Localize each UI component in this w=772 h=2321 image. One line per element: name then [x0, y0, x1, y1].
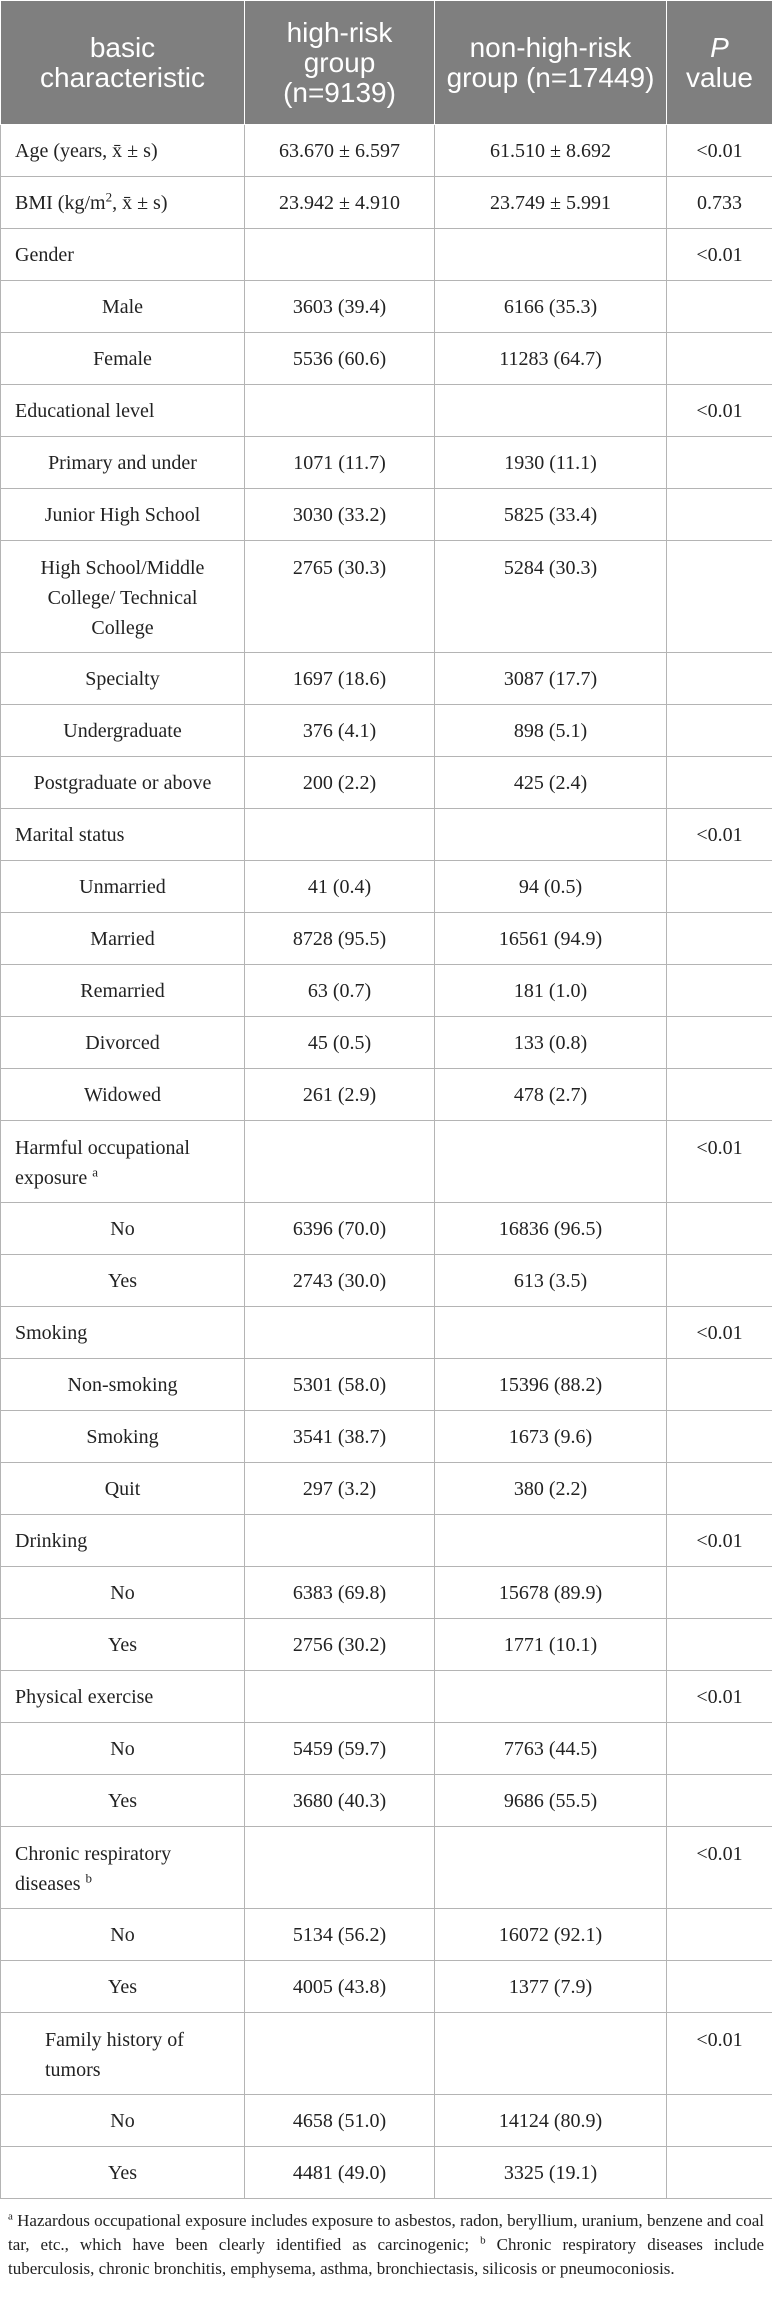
row-label: Age (years, x̄ ± s)	[1, 125, 245, 177]
high-risk-value: 41 (0.4)	[245, 861, 435, 913]
non-high-risk-value: 1673 (9.6)	[435, 1411, 667, 1463]
table-header-row	[1, 1, 772, 125]
table-row-unmarried	[1, 861, 772, 913]
table-row-male	[1, 281, 772, 333]
p-value	[667, 2095, 772, 2147]
high-risk-value	[245, 2013, 435, 2095]
high-risk-value	[245, 1671, 435, 1723]
p-value	[667, 653, 772, 705]
table-row-respiratory-no	[1, 1909, 772, 1961]
table-row-junior-high	[1, 489, 772, 541]
p-value	[667, 913, 772, 965]
row-label: Primary and under	[1, 437, 245, 489]
p-value: <0.01	[667, 1307, 772, 1359]
non-high-risk-value: 1930 (11.1)	[435, 437, 667, 489]
p-value: <0.01	[667, 229, 772, 281]
non-high-risk-value: 425 (2.4)	[435, 757, 667, 809]
footnote-a-marker: a	[92, 1164, 98, 1180]
high-risk-value: 3603 (39.4)	[245, 281, 435, 333]
row-label: Family history of tumors	[1, 2013, 245, 2095]
p-value	[667, 1723, 772, 1775]
high-risk-value: 63.670 ± 6.597	[245, 125, 435, 177]
row-label: Gender	[1, 229, 245, 281]
row-label: Yes	[1, 1775, 245, 1827]
non-high-risk-value: 23.749 ± 5.991	[435, 177, 667, 229]
non-high-risk-value: 16836 (96.5)	[435, 1203, 667, 1255]
high-risk-value	[245, 1307, 435, 1359]
table-row-postgraduate	[1, 757, 772, 809]
table-row-widowed	[1, 1069, 772, 1121]
footnote-b-marker: b	[85, 1870, 93, 1886]
row-label: Divorced	[1, 1017, 245, 1069]
non-high-risk-value: 94 (0.5)	[435, 861, 667, 913]
high-risk-value: 3030 (33.2)	[245, 489, 435, 541]
non-high-risk-value: 14124 (80.9)	[435, 2095, 667, 2147]
high-risk-value: 6383 (69.8)	[245, 1567, 435, 1619]
high-risk-value: 8728 (95.5)	[245, 913, 435, 965]
table-footnotes	[0, 2199, 772, 2281]
row-label	[1, 177, 245, 229]
high-risk-value: 5459 (59.7)	[245, 1723, 435, 1775]
footnote-b-text: Chronic respiratory diseases include tuberculosis, chronic bronchitis, emphysema, asthma, bronchiectasis, silicosis or pneumoconiosis.	[8, 2235, 764, 2278]
table-row-exercise-yes	[1, 1775, 772, 1827]
high-risk-value: 23.942 ± 4.910	[245, 177, 435, 229]
high-risk-value: 4481 (49.0)	[245, 2147, 435, 2199]
table-row-family-history	[1, 2013, 772, 2095]
table-row-family-no	[1, 2095, 772, 2147]
p-value	[667, 861, 772, 913]
table-row-occupational-exposure	[1, 1121, 772, 1203]
resp-label: Chronic respiratory diseases	[15, 1843, 172, 1895]
row-label: Specialty	[1, 653, 245, 705]
row-label: Drinking	[1, 1515, 245, 1567]
non-high-risk-value: 1771 (10.1)	[435, 1619, 667, 1671]
table-row-female	[1, 333, 772, 385]
p-value	[667, 1909, 772, 1961]
non-high-risk-value: 15678 (89.9)	[435, 1567, 667, 1619]
row-label: No	[1, 1567, 245, 1619]
row-label: High School/Middle College/ Technical College	[1, 541, 245, 653]
high-risk-value	[245, 1121, 435, 1203]
non-high-risk-value: 9686 (55.5)	[435, 1775, 667, 1827]
p-value: <0.01	[667, 2013, 772, 2095]
non-high-risk-value: 3087 (17.7)	[435, 653, 667, 705]
high-risk-value: 3541 (38.7)	[245, 1411, 435, 1463]
table-row-exercise-no	[1, 1723, 772, 1775]
row-label: Yes	[1, 1619, 245, 1671]
non-high-risk-value	[435, 229, 667, 281]
p-value	[667, 1359, 772, 1411]
non-high-risk-value: 898 (5.1)	[435, 705, 667, 757]
row-label: Remarried	[1, 965, 245, 1017]
p-value	[667, 333, 772, 385]
high-risk-value: 376 (4.1)	[245, 705, 435, 757]
high-risk-value	[245, 809, 435, 861]
non-high-risk-value	[435, 1307, 667, 1359]
row-label: Unmarried	[1, 861, 245, 913]
p-value	[667, 757, 772, 809]
bmi-label-pre: BMI (kg/m	[15, 191, 106, 214]
p-value	[667, 1463, 772, 1515]
high-risk-value	[245, 1827, 435, 1909]
high-risk-value: 45 (0.5)	[245, 1017, 435, 1069]
table-row-family-yes	[1, 2147, 772, 2199]
header-non-high-risk-group: non-high-risk group (n=17449)	[435, 1, 667, 125]
high-risk-value: 297 (3.2)	[245, 1463, 435, 1515]
non-high-risk-value: 5825 (33.4)	[435, 489, 667, 541]
p-value	[667, 437, 772, 489]
row-label	[1, 1827, 245, 1909]
p-value: <0.01	[667, 1671, 772, 1723]
high-risk-value	[245, 1515, 435, 1567]
row-label: Male	[1, 281, 245, 333]
non-high-risk-value: 5284 (30.3)	[435, 541, 667, 653]
table-row-occ-yes	[1, 1255, 772, 1307]
table-row-smoking-yes	[1, 1411, 772, 1463]
high-risk-value: 4005 (43.8)	[245, 1961, 435, 2013]
non-high-risk-value: 6166 (35.3)	[435, 281, 667, 333]
row-label: Yes	[1, 1255, 245, 1307]
p-value	[667, 489, 772, 541]
high-risk-value: 5536 (60.6)	[245, 333, 435, 385]
row-label: Female	[1, 333, 245, 385]
row-label: Junior High School	[1, 489, 245, 541]
row-label	[1, 1121, 245, 1203]
row-label: Yes	[1, 2147, 245, 2199]
table-row-primary	[1, 437, 772, 489]
table-row-respiratory-yes	[1, 1961, 772, 2013]
high-risk-value: 4658 (51.0)	[245, 2095, 435, 2147]
non-high-risk-value: 613 (3.5)	[435, 1255, 667, 1307]
non-high-risk-value	[435, 2013, 667, 2095]
high-risk-value	[245, 229, 435, 281]
p-value	[667, 965, 772, 1017]
header-p-value	[667, 1, 772, 125]
p-value: <0.01	[667, 385, 772, 437]
high-risk-value: 1697 (18.6)	[245, 653, 435, 705]
table-row-occ-no	[1, 1203, 772, 1255]
row-label: Postgraduate or above	[1, 757, 245, 809]
p-value: <0.01	[667, 1121, 772, 1203]
non-high-risk-value	[435, 1671, 667, 1723]
high-risk-value: 6396 (70.0)	[245, 1203, 435, 1255]
non-high-risk-value: 181 (1.0)	[435, 965, 667, 1017]
p-value	[667, 1017, 772, 1069]
non-high-risk-value: 7763 (44.5)	[435, 1723, 667, 1775]
non-high-risk-value: 16072 (92.1)	[435, 1909, 667, 1961]
table-row-remarried	[1, 965, 772, 1017]
p-value: <0.01	[667, 1515, 772, 1567]
row-label: Physical exercise	[1, 1671, 245, 1723]
non-high-risk-value: 478 (2.7)	[435, 1069, 667, 1121]
row-label: Undergraduate	[1, 705, 245, 757]
high-risk-value: 1071 (11.7)	[245, 437, 435, 489]
table-row-chronic-respiratory	[1, 1827, 772, 1909]
p-value	[667, 1411, 772, 1463]
row-label: Marital status	[1, 809, 245, 861]
bmi-label-sup: 2	[105, 188, 113, 204]
footnote-b-mark: b	[480, 2234, 486, 2247]
high-risk-value: 2765 (30.3)	[245, 541, 435, 653]
table-row-age	[1, 125, 772, 177]
table-row-quit	[1, 1463, 772, 1515]
non-high-risk-value: 1377 (7.9)	[435, 1961, 667, 2013]
table-row-undergraduate	[1, 705, 772, 757]
row-label: No	[1, 2095, 245, 2147]
table-row-educational-level	[1, 385, 772, 437]
non-high-risk-value: 16561 (94.9)	[435, 913, 667, 965]
row-label: Non-smoking	[1, 1359, 245, 1411]
non-high-risk-value	[435, 1515, 667, 1567]
table-row-non-smoking	[1, 1359, 772, 1411]
row-label: Quit	[1, 1463, 245, 1515]
table-row-specialty	[1, 653, 772, 705]
row-label: No	[1, 1909, 245, 1961]
non-high-risk-value: 11283 (64.7)	[435, 333, 667, 385]
non-high-risk-value	[435, 809, 667, 861]
non-high-risk-value: 15396 (88.2)	[435, 1359, 667, 1411]
table-row-smoking	[1, 1307, 772, 1359]
p-value	[667, 2147, 772, 2199]
table-row-married	[1, 913, 772, 965]
row-label: Yes	[1, 1961, 245, 2013]
header-basic-characteristic: basic characteristic	[1, 1, 245, 125]
non-high-risk-value	[435, 1121, 667, 1203]
p-value	[667, 1255, 772, 1307]
table-row-divorced	[1, 1017, 772, 1069]
occ-label: Harmful occupational exposure	[15, 1137, 190, 1189]
non-high-risk-value: 61.510 ± 8.692	[435, 125, 667, 177]
table-row-high-school	[1, 541, 772, 653]
p-value	[667, 1775, 772, 1827]
p-value: <0.01	[667, 125, 772, 177]
row-label: Married	[1, 913, 245, 965]
row-label: Smoking	[1, 1411, 245, 1463]
high-risk-value: 5301 (58.0)	[245, 1359, 435, 1411]
row-label: Smoking	[1, 1307, 245, 1359]
p-value	[667, 541, 772, 653]
p-value	[667, 1619, 772, 1671]
footnote-a-mark: a	[8, 2210, 13, 2223]
high-risk-value: 63 (0.7)	[245, 965, 435, 1017]
non-high-risk-value: 133 (0.8)	[435, 1017, 667, 1069]
p-value	[667, 1203, 772, 1255]
table-row-gender	[1, 229, 772, 281]
table-row-drinking	[1, 1515, 772, 1567]
p-value	[667, 281, 772, 333]
p-value: 0.733	[667, 177, 772, 229]
high-risk-value	[245, 385, 435, 437]
high-risk-value: 261 (2.9)	[245, 1069, 435, 1121]
non-high-risk-value	[435, 1827, 667, 1909]
footnote-a-text: Hazardous occupational exposure includes exposure to asbestos, radon, beryllium, uranium, benzene and coal tar, etc., which have been clearly identified as carcinogenic;	[8, 2211, 764, 2254]
high-risk-value: 2743 (30.0)	[245, 1255, 435, 1307]
non-high-risk-value: 380 (2.2)	[435, 1463, 667, 1515]
high-risk-value: 2756 (30.2)	[245, 1619, 435, 1671]
table-row-marital-status	[1, 809, 772, 861]
p-value	[667, 1567, 772, 1619]
table-row-drinking-no	[1, 1567, 772, 1619]
non-high-risk-value	[435, 385, 667, 437]
row-label: No	[1, 1723, 245, 1775]
table-row-bmi	[1, 177, 772, 229]
high-risk-value: 5134 (56.2)	[245, 1909, 435, 1961]
row-label: Widowed	[1, 1069, 245, 1121]
bmi-label-post: , x̄ ± s)	[112, 191, 168, 214]
high-risk-value: 3680 (40.3)	[245, 1775, 435, 1827]
p-value	[667, 1069, 772, 1121]
p-value	[667, 1961, 772, 2013]
header-value-word: value	[686, 61, 753, 93]
non-high-risk-value: 3325 (19.1)	[435, 2147, 667, 2199]
header-p-letter: P	[710, 31, 729, 63]
header-high-risk-group: high-risk group (n=9139)	[245, 1, 435, 125]
table-row-physical-exercise	[1, 1671, 772, 1723]
p-value: <0.01	[667, 1827, 772, 1909]
high-risk-value: 200 (2.2)	[245, 757, 435, 809]
p-value: <0.01	[667, 809, 772, 861]
row-label: No	[1, 1203, 245, 1255]
table-row-drinking-yes	[1, 1619, 772, 1671]
p-value	[667, 705, 772, 757]
row-label: Educational level	[1, 385, 245, 437]
